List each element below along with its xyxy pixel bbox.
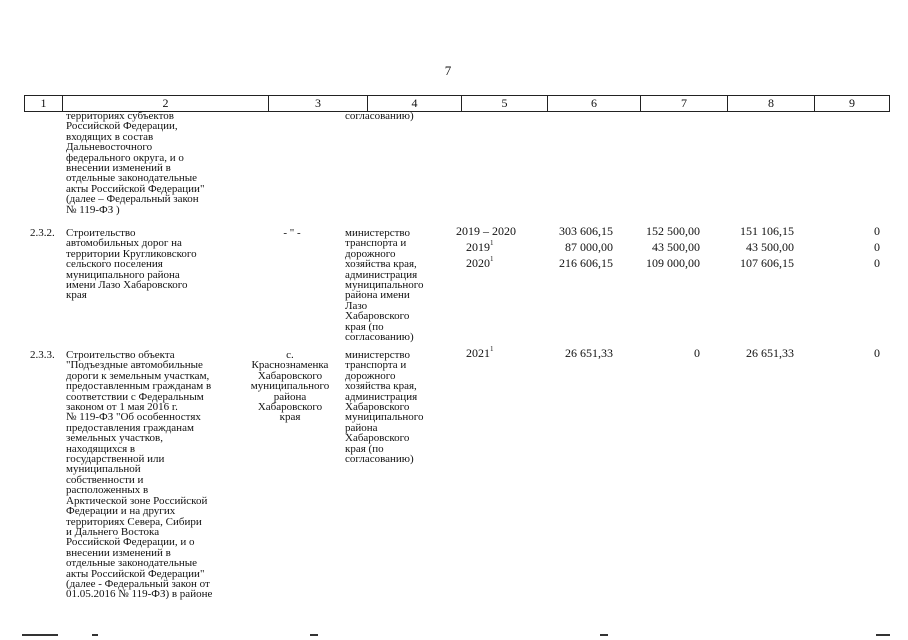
cutoff-fragment — [22, 634, 58, 636]
row-2-3-3-name: Строительство объекта "Подъездные автомобильные дороги к земельным участкам, предоставленным гражданам в соответствии с Федеральным законом от 1 мая 2016 г. № 119-ФЗ "Об особенностях предоставления гражданам земельных участков, находящихся в государственной или муниципальной собственности и расположенных в Арктической зоне Российской Федерации и на других территориях Севера, Сибири и Дальнего Востока Российской Федерации, и о внесении изменений в отдельные законодательные акты Российской Федерации" (далее - Федеральный закон от 01.05.2016 № 119-ФЗ) в районе — [66, 349, 213, 601]
continued-item-name: территориях субъектов Российской Федерации, входящих в состав Дальневосточного федерального округа, и о внесении изменений в отдельные законодательные акты Российской Федерации" (далее – Федеральный закон № 119-ФЗ ) — [66, 110, 205, 216]
row-2-3-2-fed-2: 109 000,00 — [646, 256, 700, 270]
row-2-3-2-other-1: 0 — [874, 240, 880, 254]
row-2-3-3-executor: министерство транспорта и дорожного хозяйства края, администрация Хабаровского муниципального района Хабаровского края (по согласованию) — [345, 349, 424, 466]
row-2-3-3-total-0: 26 651,33 — [565, 346, 613, 360]
page-number: 7 — [444, 63, 452, 78]
header-col-9: 9 — [849, 96, 855, 110]
bottom-cutoff-fragments — [20, 630, 890, 640]
header-col-3: 3 — [269, 96, 368, 111]
row-2-3-2-year-2: 2020$^1$ — [466, 255, 494, 270]
cutoff-fragment — [876, 634, 890, 636]
row-2-3-2-total-1: 87 000,00 — [565, 240, 613, 254]
row-2-3-2-executor: министерство транспорта и дорожного хозяйства края, администрация муниципального района имени Лазо Хабаровского края (по согласованию) — [345, 227, 424, 344]
row-2-3-2-name: Строительство автомобильных дорог на территории Кругликовского сельского поселения муниципального района имени Лазо Хабаровского края — [66, 227, 197, 302]
row-2-3-3-year-0: 2021$^1$ — [466, 345, 494, 360]
row-2-3-2-year-0: 2019 – 2020 — [456, 224, 516, 238]
cutoff-fragment — [92, 634, 98, 636]
header-col-4: 4 — [368, 96, 462, 111]
row-2-3-2-other-0: 0 — [874, 224, 880, 238]
row-2-3-3-number: 2.3.3. — [30, 349, 55, 361]
row-2-3-2-fed-0: 152 500,00 — [646, 224, 700, 238]
row-2-3-2-total-0: 303 606,15 — [559, 224, 613, 238]
row-2-3-2-reg-0: 151 106,15 — [740, 224, 794, 238]
row-2-3-3-reg-0: 26 651,33 — [746, 346, 794, 360]
header-col-5: 5 — [462, 96, 548, 111]
row-2-3-3-fed-0: 0 — [694, 346, 700, 360]
footnote-mark: 1 — [490, 239, 494, 247]
row-2-3-2-total-2: 216 606,15 — [559, 256, 613, 270]
header-col-7: 7 — [641, 96, 728, 111]
row-2-3-2-year-1: 2019$^1$ — [466, 239, 494, 254]
row-2-3-3-location: с. Краснознаменка Хабаровского муниципального района Хабаровского края — [250, 349, 330, 424]
row-2-3-3-other-0: 0 — [874, 346, 880, 360]
header-col-1: 1 — [25, 96, 63, 111]
header-col-6: 6 — [548, 96, 641, 111]
row-2-3-2-other-2: 0 — [874, 256, 880, 270]
row-2-3-2-fed-1: 43 500,00 — [652, 240, 700, 254]
row-2-3-2-reg-1: 43 500,00 — [746, 240, 794, 254]
header-col-2: 2 — [63, 96, 269, 111]
footnote-mark: 1 — [490, 345, 494, 353]
row-2-3-2-number: 2.3.2. — [30, 227, 55, 239]
cutoff-fragment — [310, 634, 318, 636]
row-2-3-2-location: - " - — [283, 227, 301, 239]
continued-executor: согласованию) — [345, 110, 414, 122]
cutoff-fragment — [600, 634, 608, 636]
footnote-mark: 1 — [490, 255, 494, 263]
row-2-3-2-reg-2: 107 606,15 — [740, 256, 794, 270]
header-col-8: 8 — [728, 96, 815, 111]
